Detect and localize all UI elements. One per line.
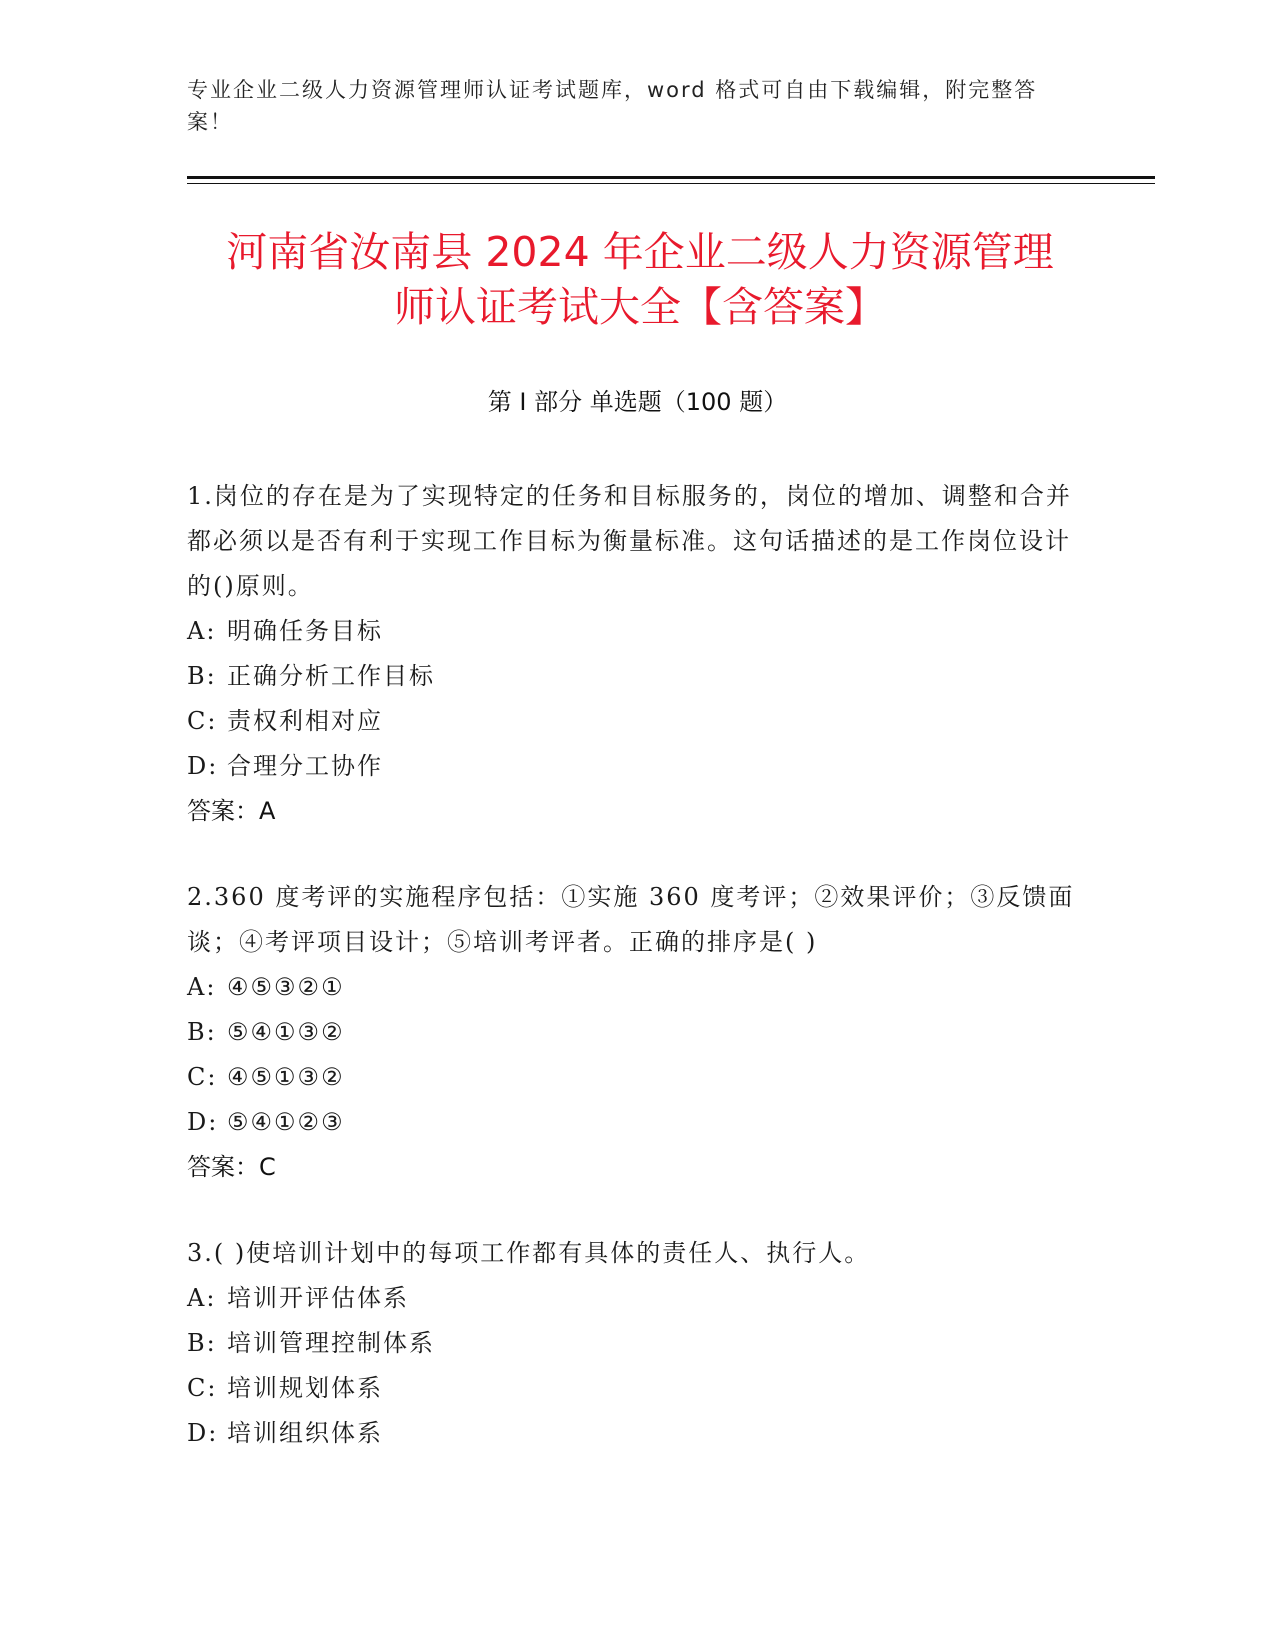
question-text: 2.360 度考评的实施程序包括：①实施 360 度考评；②效果评价；③反馈面谈；④考评项目设计；⑤培训考评者。正确的排序是( ) (187, 883, 1075, 956)
option-text: 合理分工协作 (227, 752, 383, 780)
question-2 (187, 875, 1082, 1190)
option-key: B: (187, 662, 217, 690)
option-b (187, 1010, 1082, 1055)
option-d (187, 1100, 1082, 1145)
option-key: A: (187, 1284, 217, 1312)
option-b (187, 1321, 1082, 1366)
option-b (187, 654, 1082, 699)
option-key: C: (187, 1374, 218, 1402)
answer-value: A (259, 797, 276, 825)
option-key: D: (187, 1108, 219, 1136)
option-key: B: (187, 1018, 217, 1046)
option-c (187, 699, 1082, 744)
answer-line (187, 789, 1082, 834)
document-title (150, 225, 1130, 335)
option-c (187, 1366, 1082, 1411)
option-a (187, 609, 1082, 654)
option-text: 责权利相对应 (227, 707, 383, 735)
section-heading: 第 I 部分 单选题（100 题） (487, 388, 788, 416)
question-3 (187, 1231, 1082, 1456)
option-text: 培训管理控制体系 (227, 1329, 435, 1357)
question-text: 1.岗位的存在是为了实现特定的任务和目标服务的，岗位的增加、调整和合并都必须以是否有利于实现工作目标为衡量标准。这句话描述的是工作岗位设计的()原则。 (187, 482, 1072, 600)
question-text: 3.( )使培训计划中的每项工作都有具体的责任人、执行人。 (187, 1239, 871, 1267)
option-text: 培训组织体系 (227, 1419, 383, 1447)
answer-value: C (259, 1153, 276, 1181)
option-key: B: (187, 1329, 217, 1357)
header-note: 专业企业二级人力资源管理师认证考试题库，word 格式可自由下载编辑，附完整答案！ (187, 78, 1038, 134)
header-rule-thick (187, 176, 1155, 179)
option-key: A: (187, 973, 217, 1001)
option-key: C: (187, 707, 218, 735)
option-key: D: (187, 1419, 219, 1447)
option-d (187, 744, 1082, 789)
option-key: C: (187, 1063, 218, 1091)
option-key: A: (187, 617, 217, 645)
option-a (187, 965, 1082, 1010)
answer-label: 答案： (187, 1153, 259, 1181)
option-text: ⑤④①③② (227, 1018, 345, 1046)
option-a (187, 1276, 1082, 1321)
option-c (187, 1055, 1082, 1100)
option-text: 正确分析工作目标 (227, 662, 435, 690)
question-1 (187, 474, 1082, 834)
option-text: ④⑤①③② (227, 1063, 345, 1091)
option-text: ⑤④①②③ (227, 1108, 345, 1136)
option-text: 培训开评估体系 (227, 1284, 409, 1312)
document-title-line2: 师认证考试大全【含答案】 (394, 283, 886, 331)
option-text: ④⑤③②① (227, 973, 345, 1001)
answer-label: 答案： (187, 797, 259, 825)
answer-line (187, 1145, 1082, 1190)
question-list (187, 474, 1082, 1497)
option-key: D: (187, 752, 219, 780)
option-text: 明确任务目标 (227, 617, 383, 645)
option-text: 培训规划体系 (227, 1374, 383, 1402)
header-rule-thin (187, 183, 1155, 184)
option-d (187, 1411, 1082, 1456)
document-title-line1: 河南省汝南县 2024 年企业二级人力资源管理 (226, 228, 1054, 276)
